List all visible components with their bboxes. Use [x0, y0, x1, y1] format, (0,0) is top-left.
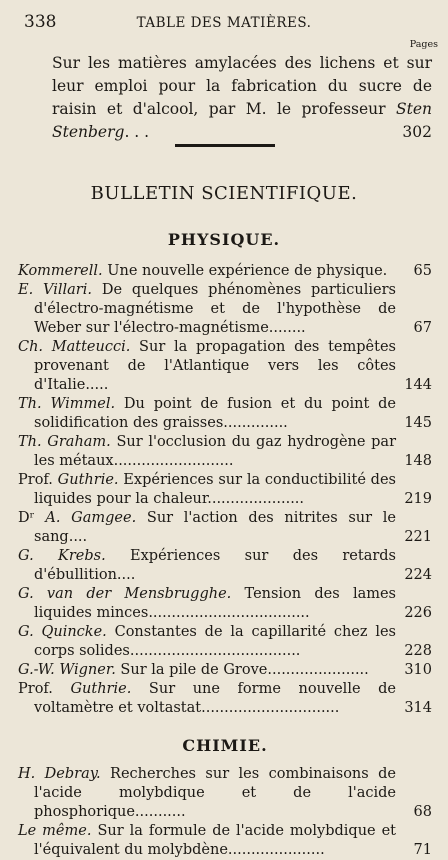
entry-page: 148 [404, 453, 432, 469]
entry-title: Sur une forme nouvelle de voltamètre et voltastat [34, 681, 396, 716]
entry-author: Le même. [18, 823, 92, 839]
entry-title: Recherches sur les combinaisons de l'acide molybdique et de l'acide phosphorique [34, 766, 396, 820]
toc-entry: Th. Wimmel. Du point de fusion et du point de solidification des graisses.............. 145 [18, 396, 432, 431]
entry-author: G. van der Mensbrugghe. [18, 586, 232, 602]
entry-page: 310 [404, 662, 432, 678]
entry-page: 144 [404, 377, 432, 393]
entry-title: Tension des lames liquides minces [34, 586, 396, 621]
entry-page: 219 [404, 491, 432, 507]
toc-list [18, 262, 432, 860]
previous-entry: Sur les matières amylacées des lichens et sur leur emploi pour la fabrication du sucre de raisin et d'alcool, par M. le professeur Sten Stenberg. . . 302 [52, 52, 432, 144]
entry-title: Expériences sur la conductibilité des liquides pour la chaleur [34, 472, 396, 507]
entry-page: 228 [404, 643, 432, 659]
entry-title: Sur la propagation des tempêtes provenant de l'Atlantique vers les côtes d'Italie [34, 339, 396, 393]
entry-author: Guthrie. [70, 681, 132, 697]
entry-prefix: Prof. [18, 472, 58, 488]
pages-column-label: Pages [409, 39, 438, 50]
toc-entry: G. van der Mensbrugghe. Tension des lames liquides minces................................... 226 [18, 586, 432, 621]
entry-page: 67 [413, 320, 432, 336]
toc-entry: Ch. Matteucci. Sur la propagation des tempêtes provenant de l'Atlantique vers les côtes d'Italie..... 144 [18, 339, 432, 393]
entry-page: 71 [413, 842, 432, 858]
entry-title: Expériences sur des retards d'ébullition [34, 548, 396, 583]
previous-entry-page: 302 [402, 123, 432, 141]
entry-author: G. Quincke. [18, 624, 107, 640]
toc-entry: G.-W. Wigner. Sur la pile de Grove...................... 310 [18, 662, 432, 678]
entry-prefix: Prof. [18, 681, 71, 697]
entry-author: G. Krebs. [18, 548, 106, 564]
entry-page: 221 [404, 529, 432, 545]
section-title-chimie: CHIMIE. [182, 736, 268, 755]
section-rule [175, 144, 275, 147]
entry-page: 226 [404, 605, 432, 621]
entry-author: H. Debray. [18, 766, 101, 782]
entry-title: Sur la pile de Grove [115, 662, 268, 678]
entry-title: Sur l'action des nitrites sur le sang [34, 510, 396, 545]
entry-page: 224 [404, 567, 432, 583]
entry-prefix: Dʳ [18, 510, 46, 526]
entry-author: Th. Wimmel. [18, 396, 116, 412]
toc-entry: E. Villari. De quelques phénomènes particuliers d'électro-magnétisme et de l'hypothèse de Weber sur l'électro-magnétisme........ 67 [18, 282, 432, 336]
toc-entry: Th. Graham. Sur l'occlusion du gaz hydrogène par les métaux.......................... 148 [18, 434, 432, 469]
toc-entry: Prof. Guthrie. Expériences sur la conductibilité des liquides pour la chaleur..................... 219 [18, 472, 432, 507]
running-header [0, 12, 448, 36]
toc-entry: Prof. Guthrie. Sur une forme nouvelle de voltamètre et voltastat.............................. 314 [18, 681, 432, 716]
entry-page: 65 [413, 263, 432, 279]
entry-author: A. Gamgee. [45, 510, 137, 526]
entry-title: De quelques phénomènes particuliers d'électro-magnétisme et de l'hypothèse de Weber sur l'électro-magnétisme [34, 282, 396, 336]
entry-author: Guthrie. [57, 472, 119, 488]
bulletin-title: BULLETIN SCIENTIFIQUE. [90, 183, 358, 204]
toc-entry [18, 262, 432, 281]
entry-author: Th. Graham. [18, 434, 111, 450]
entry-title: Sur la formule de l'acide molybdique et l'équivalent du molybdène [34, 823, 396, 858]
running-title: TABLE DES MATIÈRES. [136, 15, 312, 31]
previous-entry-text: Sur les matières amylacées des lichens et sur leur emploi pour la fabrication du sucre de raisin et d'alcool, par M. le professeur [52, 54, 432, 118]
previous-entry-author: Sten Stenberg [52, 100, 432, 141]
page-number: 338 [24, 12, 57, 32]
entry-author: Kommerell. [18, 263, 103, 279]
toc-entry: G. Quincke. Constantes de la capillarité chez les corps solides..................................... 228 [18, 624, 432, 659]
toc-entry: Le même. Sur la formule de l'acide molybdique et l'équivalent du molybdène..................... 71 [18, 823, 432, 858]
entry-page: 145 [404, 415, 432, 431]
entry-title: Sur l'occlusion du gaz hydrogène par les métaux [34, 434, 396, 469]
section-title-physique: PHYSIQUE. [167, 230, 281, 249]
entry-author: Ch. Matteucci. [18, 339, 131, 355]
entry-title: Une nouvelle expérience de physique. [102, 263, 388, 279]
toc-entry: G. Krebs. Expériences sur des retards d'ébullition.... 224 [18, 548, 432, 583]
entry-page: 68 [413, 804, 432, 820]
entry-author: E. Villari. [18, 282, 92, 298]
entry-title: Du point de fusion et du point de solidification des graisses [34, 396, 396, 431]
toc-entry: Dʳ A. Gamgee. Sur l'action des nitrites sur le sang.... 221 [18, 510, 432, 545]
entry-page: 314 [404, 700, 432, 716]
toc-entry: H. Debray. Recherches sur les combinaisons de l'acide molybdique et de l'acide phosphorique........... 68 [18, 766, 432, 820]
entry-author: G.-W. Wigner. [18, 662, 116, 678]
entry-title: Constantes de la capillarité chez les corps solides [34, 624, 396, 659]
